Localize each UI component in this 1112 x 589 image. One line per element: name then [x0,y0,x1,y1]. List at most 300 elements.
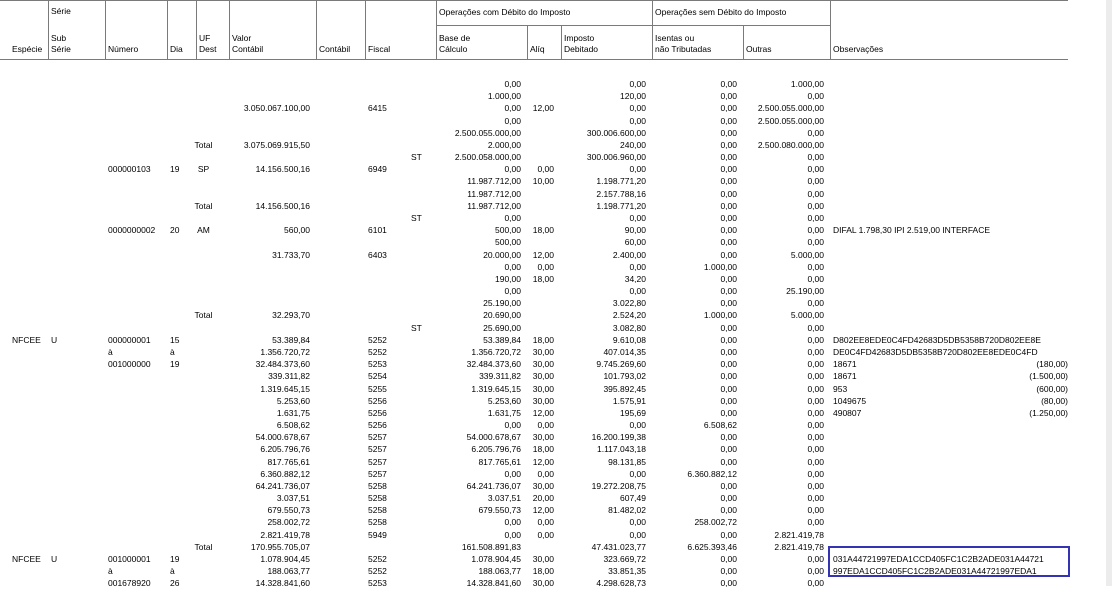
header-serie: Série [51,6,71,16]
cell-outras: 0,00 [807,371,824,381]
cell-aliq: 18,00 [532,274,554,284]
cell-aliq: 0,00 [537,530,554,540]
cell-valor: 3.075.069.915,50 [243,140,310,150]
cell-outras: 0,00 [807,152,824,162]
cell-isentas: 0,00 [720,189,737,199]
cell-base: 0,00 [504,103,521,113]
cell-isentas: 0,00 [720,274,737,284]
cell-isentas: 0,00 [720,505,737,515]
cell-imposto: 0,00 [629,469,646,479]
cell-valor: 6.360.882,12 [260,469,310,479]
cell-imposto: 4.298.628,73 [596,578,646,588]
header-top-rule [0,0,1068,1]
header-op-com-debito: Operações com Débito do Imposto [439,7,571,17]
cell-base: 54.000.678,67 [466,432,521,442]
cell-imposto: 2.400,00 [612,250,646,260]
cell-outras: 25.190,00 [786,286,824,296]
header-outras: Outras [746,44,772,54]
header-divider [48,0,49,60]
cell-valor: 3.050.067.100,00 [243,103,310,113]
cell-base: 20.690,00 [483,310,521,320]
header-divider [652,0,653,60]
cell-base: 25.690,00 [483,323,521,333]
cell-base: 0,00 [504,213,521,223]
cell-isentas: 0,00 [720,384,737,394]
cell-outras: 0,00 [807,164,824,174]
cell-obs: 490807 [833,408,862,418]
cell-valor: 14.328.841,60 [255,578,310,588]
cell-isentas: 6.625.393,46 [687,542,737,552]
cell-valor: 560,00 [284,225,310,235]
cell-imposto: 1.117.043,18 [597,444,646,454]
header-valor-2: Contábil [232,44,264,54]
cell-fiscal: 6415 [368,103,387,113]
header-divider [167,0,168,60]
header-bottom-rule [0,59,1068,60]
cell-sub: U [51,335,58,345]
cell-base: 0,00 [504,420,521,430]
cell-isentas: 0,00 [720,103,737,113]
cell-outras: 0,00 [807,457,824,467]
cell-outras: 0,00 [807,189,824,199]
cell-especie: NFCEE [12,554,41,564]
group-header-rule [436,25,830,26]
cell-imposto: 1.575,91 [612,396,646,406]
cell-numero: 001678920 [108,578,151,588]
cell-outras: 0,00 [807,396,824,406]
cell-valor: 817.765,61 [267,457,310,467]
cell-uf: SP [197,164,210,174]
cell-isentas: 0,00 [720,347,737,357]
cell-valor: 1.078.904,45 [260,554,310,564]
cell-fiscal: 5256 [368,396,387,406]
cell-imposto: 0,00 [629,164,646,174]
cell-outras: 5.000,00 [790,250,824,260]
header-fiscal: Fiscal [368,44,391,54]
cell-base: 64.241.736,07 [466,481,521,491]
cell-imposto: 407.014,35 [603,347,646,357]
header-divider [229,0,230,60]
cell-valor: 6.508,62 [276,420,310,430]
header-divider [105,0,106,60]
header-divider [743,25,744,60]
cell-base: 500,00 [495,225,521,235]
cell-imposto: 19.272.208,75 [591,481,646,491]
cell-isentas: 0,00 [720,237,737,247]
cell-outras: 2.821.419,78 [774,530,824,540]
cell-isentas: 0,00 [720,164,737,174]
cell-base: 0,00 [504,286,521,296]
cell-outras: 0,00 [807,347,824,357]
cell-imposto: 60,00 [624,237,646,247]
cell-fiscal: 5258 [368,517,387,527]
cell-isentas: 0,00 [720,493,737,503]
cell-outras: 0,00 [807,384,824,394]
cell-outras: 0,00 [807,517,824,527]
cell-base: 0,00 [504,262,521,272]
cell-numero: 001000001 [108,554,151,564]
cell-imposto: 300.006.600,00 [586,128,646,138]
header-divider [436,0,437,60]
cell-imposto: 0,00 [629,213,646,223]
cell-isentas: 1.000,00 [703,262,737,272]
cell-sub: U [51,554,58,564]
cell-outras: 1.000,00 [790,79,824,89]
cell-outras: 0,00 [807,298,824,308]
header-divider [527,25,528,60]
header-uf-1: UF [199,33,211,43]
cell-base: 6.205.796,76 [471,444,521,454]
cell-aliq: 12,00 [532,250,554,260]
cell-base: 190,00 [495,274,521,284]
cell-aliq: 30,00 [532,347,554,357]
cell-obs: D802EE8EDE0C4FD42683D5DB5358B720D802EE8E [833,335,1041,345]
cell-valor: 339.311,82 [268,371,310,381]
cell-outras: 0,00 [807,201,824,211]
cell-outras: 0,00 [807,493,824,503]
cell-uf: Total [194,140,213,150]
cell-imposto: 0,00 [629,79,646,89]
cell-isentas: 6.360.882,12 [687,469,737,479]
cell-aliq: 12,00 [532,457,554,467]
cell-imposto: 0,00 [629,530,646,540]
cell-numero: à [108,566,113,576]
cell-imposto: 2.157.788,16 [596,189,646,199]
cell-base: 2.500.055.000,00 [454,128,521,138]
cell-numero: 000000103 [108,164,151,174]
selection-highlight-box [828,546,1070,577]
cell-obs: 997EDA1CCD405FC1C2B2ADE031A44721997EDA1 [833,566,1037,576]
cell-uf: Total [194,542,213,552]
cell-aliq: 0,00 [537,469,554,479]
cell-obs-val: (180,00) [1036,359,1068,369]
cell-aliq: 18,00 [532,335,554,345]
cell-valor: 188.063,77 [267,566,310,576]
cell-isentas: 0,00 [720,298,737,308]
cell-dia: 19 [170,164,180,174]
cell-fiscal: 5256 [368,408,387,418]
cell-aliq: 30,00 [532,432,554,442]
cell-base: 2.500.058.000,00 [454,152,521,162]
cell-base: 0,00 [504,116,521,126]
cell-fiscal: 6101 [368,225,387,235]
cell-base: 0,00 [504,469,521,479]
cell-fiscal: 5257 [368,432,387,442]
cell-base: 14.328.841,60 [466,578,521,588]
header-divider [561,25,562,60]
cell-base: 25.190,00 [483,298,521,308]
cell-outras: 0,00 [807,274,824,284]
cell-valor: 32.484.373,60 [255,359,310,369]
cell-isentas: 0,00 [720,201,737,211]
cell-valor: 1.631,75 [276,408,310,418]
header-imposto-1: Imposto [564,33,595,43]
cell-dia: à [170,566,175,576]
cell-imposto: 195,69 [620,408,646,418]
cell-valor: 1.356.720,72 [260,347,310,357]
cell-dia: 19 [170,359,180,369]
cell-aliq: 0,00 [537,164,554,174]
cell-isentas: 0,00 [720,250,737,260]
cell-base: 32.484.373,60 [466,359,521,369]
cell-base: 1.319.645,15 [471,384,521,394]
cell-base: 679.550,73 [478,505,521,515]
cell-valor: 53.389,84 [272,335,310,345]
cell-fiscal: 5252 [368,554,387,564]
header-divider [316,0,317,60]
cell-base: 0,00 [504,517,521,527]
cell-isentas: 0,00 [720,213,737,223]
cell-base: 3.037,51 [487,493,521,503]
cell-aliq: 30,00 [532,396,554,406]
cell-aliq: 30,00 [532,371,554,381]
cell-outras: 0,00 [807,225,824,235]
cell-valor: 3.037,51 [276,493,310,503]
cell-outras: 0,00 [807,262,824,272]
cell-fiscal: 5254 [368,371,387,381]
cell-isentas: 0,00 [720,176,737,186]
cell-imposto: 101.793,02 [603,371,646,381]
cell-valor: 14.156.500,16 [255,164,310,174]
header-divider [365,0,366,60]
cell-obs: 1049675 [833,396,867,406]
cell-uf: Total [194,310,213,320]
cell-obs-val: (1.250,00) [1029,408,1068,418]
cell-st: ST [411,213,422,223]
cell-base: 161.508.891,83 [461,542,521,552]
cell-imposto: 98.131,85 [608,457,646,467]
cell-aliq: 18,00 [532,566,554,576]
cell-obs: DIFAL 1.798,30 IPI 2.519,00 INTERFACE [833,225,991,235]
cell-outras: 0,00 [807,481,824,491]
cell-base: 53.389,84 [483,335,521,345]
cell-base: 0,00 [504,79,521,89]
cell-especie: NFCEE [12,335,41,345]
cell-uf: Total [194,201,213,211]
cell-obs: DE0C4FD42683D5DB5358B720D802EE8EDE0C4FD [833,347,1038,357]
cell-fiscal: 6949 [368,164,387,174]
header-uf-2: Dest [199,44,217,54]
header-aliq: Alíq [530,44,545,54]
cell-base: 5.253,60 [487,396,521,406]
cell-numero: 001000000 [108,359,151,369]
cell-base: 0,00 [504,530,521,540]
cell-outras: 0,00 [807,176,824,186]
cell-imposto: 47.431.023,77 [591,542,646,552]
cell-aliq: 20,00 [532,493,554,503]
cell-fiscal: 5949 [368,530,387,540]
cell-outras: 0,00 [807,566,824,576]
cell-isentas: 0,00 [720,140,737,150]
cell-isentas: 0,00 [720,371,737,381]
cell-valor: 54.000.678,67 [255,432,310,442]
cell-isentas: 0,00 [720,359,737,369]
cell-isentas: 258.002,72 [694,517,737,527]
cell-valor: 64.241.736,07 [255,481,310,491]
header-observacoes: Observações [833,44,884,54]
cell-isentas: 0,00 [720,578,737,588]
cell-isentas: 0,00 [720,335,737,345]
cell-isentas: 0,00 [720,286,737,296]
cell-isentas: 0,00 [720,128,737,138]
cell-valor: 170.955.705,07 [250,542,310,552]
cell-fiscal: 5258 [368,505,387,515]
cell-imposto: 2.524,20 [612,310,646,320]
cell-imposto: 3.082,80 [612,323,646,333]
cell-numero: 000000001 [108,335,151,345]
cell-imposto: 0,00 [629,286,646,296]
cell-aliq: 30,00 [532,554,554,564]
cell-outras: 2.500.080.000,00 [757,140,824,150]
cell-outras: 0,00 [807,128,824,138]
cell-isentas: 0,00 [720,396,737,406]
cell-base: 1.078.904,45 [471,554,521,564]
vertical-scrollbar[interactable] [1106,0,1112,586]
cell-imposto: 34,20 [624,274,646,284]
cell-isentas: 0,00 [720,481,737,491]
cell-aliq: 12,00 [532,408,554,418]
cell-aliq: 30,00 [532,578,554,588]
cell-outras: 0,00 [807,420,824,430]
cell-imposto: 0,00 [629,103,646,113]
cell-outras: 2.821.419,78 [774,542,824,552]
cell-base: 11.987.712,00 [467,176,521,186]
cell-isentas: 0,00 [720,530,737,540]
cell-st: ST [411,152,422,162]
cell-base: 188.063,77 [478,566,521,576]
header-base-1: Base de [439,33,471,43]
cell-base: 11.987.712,00 [467,201,521,211]
header-valor-1: Valor [232,33,252,43]
cell-fiscal: 6403 [368,250,387,260]
cell-isentas: 0,00 [720,408,737,418]
cell-outras: 0,00 [807,432,824,442]
cell-obs: 031A44721997EDA1CCD405FC1C2B2ADE031A44721 [833,554,1044,564]
cell-isentas: 0,00 [720,152,737,162]
cell-base: 2.000,00 [487,140,521,150]
cell-isentas: 0,00 [720,457,737,467]
cell-outras: 0,00 [807,444,824,454]
cell-outras: 2.500.055.000,00 [757,103,824,113]
cell-imposto: 1.198.771,20 [596,176,646,186]
cell-outras: 0,00 [807,578,824,588]
cell-outras: 0,00 [807,505,824,515]
cell-fiscal: 5252 [368,347,387,357]
cell-outras: 0,00 [807,469,824,479]
cell-base: 1.356.720,72 [471,347,521,357]
cell-aliq: 0,00 [537,262,554,272]
cell-numero: à [108,347,113,357]
cell-numero: 0000000002 [108,225,156,235]
cell-isentas: 1.000,00 [703,310,737,320]
cell-fiscal: 5256 [368,420,387,430]
cell-outras: 0,00 [807,323,824,333]
cell-base: 0,00 [504,164,521,174]
cell-fiscal: 5253 [368,578,387,588]
cell-valor: 32.293,70 [272,310,310,320]
cell-isentas: 0,00 [720,432,737,442]
cell-aliq: 30,00 [532,481,554,491]
cell-imposto: 1.198.771,20 [596,201,646,211]
cell-fiscal: 5258 [368,493,387,503]
header-especie: Espécie [12,44,43,54]
header-isentas-2: não Tributadas [655,44,712,54]
header-sub-serie-2: Série [51,44,71,54]
cell-outras: 0,00 [807,554,824,564]
cell-base: 817.765,61 [478,457,521,467]
cell-imposto: 81.482,02 [608,505,646,515]
cell-fiscal: 5252 [368,335,387,345]
cell-dia: 15 [170,335,180,345]
cell-outras: 0,00 [807,91,824,101]
cell-outras: 0,00 [807,359,824,369]
cell-aliq: 18,00 [532,444,554,454]
cell-obs-val: (600,00) [1036,384,1068,394]
cell-obs: 953 [833,384,848,394]
cell-imposto: 0,00 [629,262,646,272]
cell-fiscal: 5257 [368,457,387,467]
cell-imposto: 300.006.960,00 [586,152,646,162]
cell-obs: 18671 [833,371,857,381]
cell-dia: à [170,347,175,357]
cell-isentas: 0,00 [720,323,737,333]
cell-imposto: 0,00 [629,517,646,527]
cell-aliq: 30,00 [532,359,554,369]
cell-base: 339.311,82 [479,371,521,381]
cell-valor: 1.319.645,15 [260,384,310,394]
cell-obs-val: (80,00) [1041,396,1068,406]
cell-fiscal: 5257 [368,469,387,479]
header-imposto-2: Debitado [564,44,599,54]
cell-imposto: 0,00 [629,420,646,430]
cell-imposto: 0,00 [629,116,646,126]
cell-fiscal: 5257 [368,444,387,454]
header-isentas-1: Isentas ou [655,33,695,43]
cell-obs: 18671 [833,359,857,369]
cell-outras: 2.500.055.000,00 [757,116,824,126]
header-contabil: Contábil [319,44,351,54]
cell-base: 1.631,75 [487,408,521,418]
cell-base: 500,00 [495,237,521,247]
header-divider [830,0,831,60]
cell-isentas: 0,00 [720,116,737,126]
cell-valor: 2.821.419,78 [260,530,310,540]
cell-obs-val: (1.500,00) [1029,371,1068,381]
cell-valor: 6.205.796,76 [260,444,310,454]
cell-valor: 14.156.500,16 [255,201,310,211]
cell-imposto: 33.851,35 [608,566,646,576]
cell-valor: 258.002,72 [267,517,310,527]
cell-aliq: 12,00 [532,505,554,515]
cell-outras: 0,00 [807,237,824,247]
cell-aliq: 0,00 [537,420,554,430]
cell-outras: 0,00 [807,408,824,418]
cell-fiscal: 5253 [368,359,387,369]
header-numero: Número [108,44,139,54]
cell-aliq: 30,00 [532,384,554,394]
cell-dia: 19 [170,554,180,564]
cell-isentas: 6.508,62 [703,420,737,430]
cell-imposto: 9.745.269,60 [596,359,646,369]
cell-aliq: 0,00 [537,517,554,527]
cell-isentas: 0,00 [720,225,737,235]
cell-st: ST [411,323,422,333]
cell-outras: 5.000,00 [790,310,824,320]
cell-isentas: 0,00 [720,79,737,89]
cell-imposto: 607,49 [620,493,646,503]
cell-imposto: 9.610,08 [612,335,646,345]
cell-base: 11.987.712,00 [467,189,521,199]
